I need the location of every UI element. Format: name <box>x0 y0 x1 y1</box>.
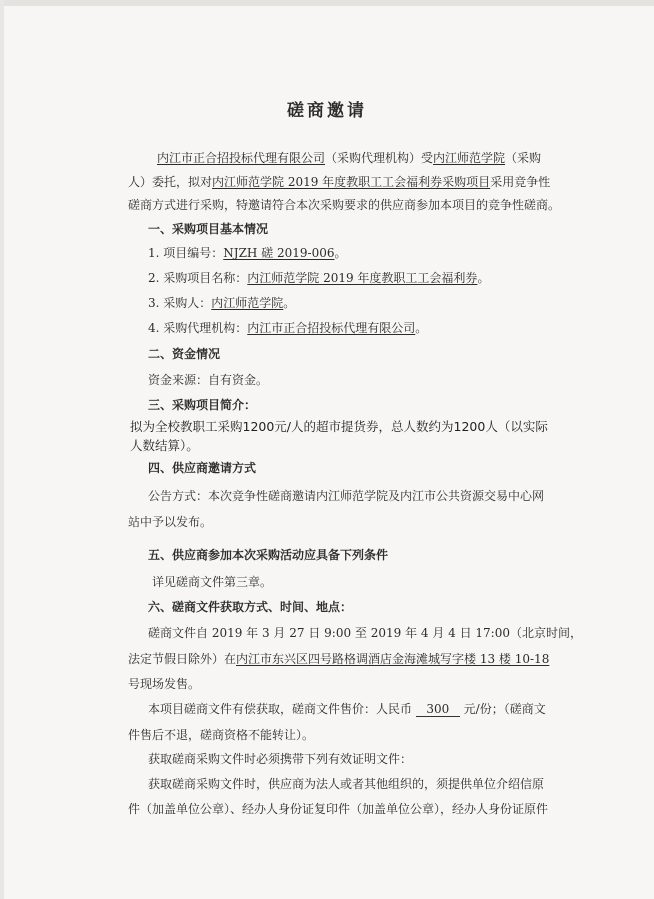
intro-line-3: 磋商方式进行采购，特邀请符合本次采购要求的供应商参加本项目的竞争性磋商。 <box>128 198 561 212</box>
intro-text: 采用竞争性 <box>490 175 551 189</box>
section-6-heading: 六、磋商文件获取方式、时间、地点： <box>148 600 353 614</box>
item-purchaser <box>148 295 295 311</box>
item-project-name <box>148 270 489 286</box>
intro-text: 人）委托，拟对 <box>128 175 213 189</box>
funding-source: 资金来源：自有资金。 <box>148 373 269 387</box>
notice-method-line-2: 站中予以发布。 <box>128 515 213 529</box>
document-price: 300 <box>416 703 460 717</box>
required-documents-line-2: 件（加盖单位公章）、经办人身份证复印件（加盖单位公章），经办人身份证原件 <box>128 802 549 816</box>
intro-line-2 <box>128 174 550 190</box>
price-line-1 <box>148 701 546 717</box>
intro-line-1 <box>157 150 541 166</box>
price-line-2: 件售后不退，磋商资格不能转让）。 <box>128 728 315 742</box>
sale-period-line-2 <box>128 651 549 667</box>
sale-period-line-3: 号现场发售。 <box>128 677 201 691</box>
project-summary-line-1: 拟为全校教职工采购1200元/人的超市提货券，总人数约为1200人（以实际 <box>130 419 548 434</box>
item-project-number <box>148 245 347 261</box>
project-summary-line-2: 人数结算）。 <box>130 438 199 453</box>
item-label: 1. 项目编号： <box>148 246 224 260</box>
item-end: 。 <box>283 296 296 310</box>
section-2-heading: 二、资金情况 <box>148 347 221 361</box>
intro-text: （采购代理机构）受 <box>325 151 434 165</box>
project-name: 内江师范学院 2019 年度教职工工会福利券采购项目 <box>212 175 491 189</box>
required-documents-line-1: 获取磋商采购文件时，供应商为法人或者其他组织的，须提供单位介绍信原 <box>148 777 545 791</box>
item-value: 内江市正合招投标代理有限公司 <box>247 321 416 335</box>
section-1-heading: 一、采购项目基本情况 <box>148 222 269 236</box>
sale-text: 法定节假日除外）在 <box>128 652 237 666</box>
qualification-reference: 详见磋商文件第三章。 <box>152 575 273 589</box>
notice-method-line-1: 公告方式：本次竞争性磋商邀请内江师范学院及内江市公共资源交易中心网 <box>148 489 545 503</box>
section-3-heading: 三、采购项目简介： <box>148 398 257 412</box>
purchaser-name: 内江师范学院 <box>433 151 506 165</box>
intro-text: （采购 <box>505 151 542 165</box>
scan-edge-left <box>0 0 4 899</box>
sale-location: 内江市东兴区四号路格调酒店金海滩城写字楼 13 楼 10-18 <box>236 652 550 666</box>
item-agency <box>148 320 427 336</box>
sale-period-line-1: 磋商文件自 2019 年 3 月 27 日 9:00 至 2019 年 4 月 4 日 17:00（北京时间， <box>148 626 582 640</box>
item-label: 3. 采购人： <box>148 296 212 310</box>
required-documents-intro: 获取磋商采购文件时必须携带下列有效证明文件： <box>148 752 413 766</box>
item-value: NJZH 磋 2019-006 <box>223 246 335 260</box>
price-text: 本项目磋商文件有偿获取，磋商文件售价：人民币 <box>148 702 413 716</box>
section-5-heading: 五、供应商参加本次采购活动应具备下列条件 <box>148 548 389 562</box>
item-value: 内江师范学院 2019 年度教职工工会福利券 <box>247 271 478 285</box>
item-end: 。 <box>334 246 347 260</box>
agency-name: 内江市正合招投标代理有限公司 <box>157 151 326 165</box>
price-text: 元/份；（磋商文 <box>463 702 546 716</box>
scan-edge-top <box>0 0 654 6</box>
item-label: 4. 采购代理机构： <box>148 321 248 335</box>
section-4-heading: 四、供应商邀请方式 <box>148 461 257 475</box>
document-title: 磋商邀请 <box>287 101 367 121</box>
item-end: 。 <box>415 321 428 335</box>
item-label: 2. 采购项目名称： <box>148 271 248 285</box>
item-value: 内江师范学院 <box>211 296 284 310</box>
item-end: 。 <box>477 271 490 285</box>
